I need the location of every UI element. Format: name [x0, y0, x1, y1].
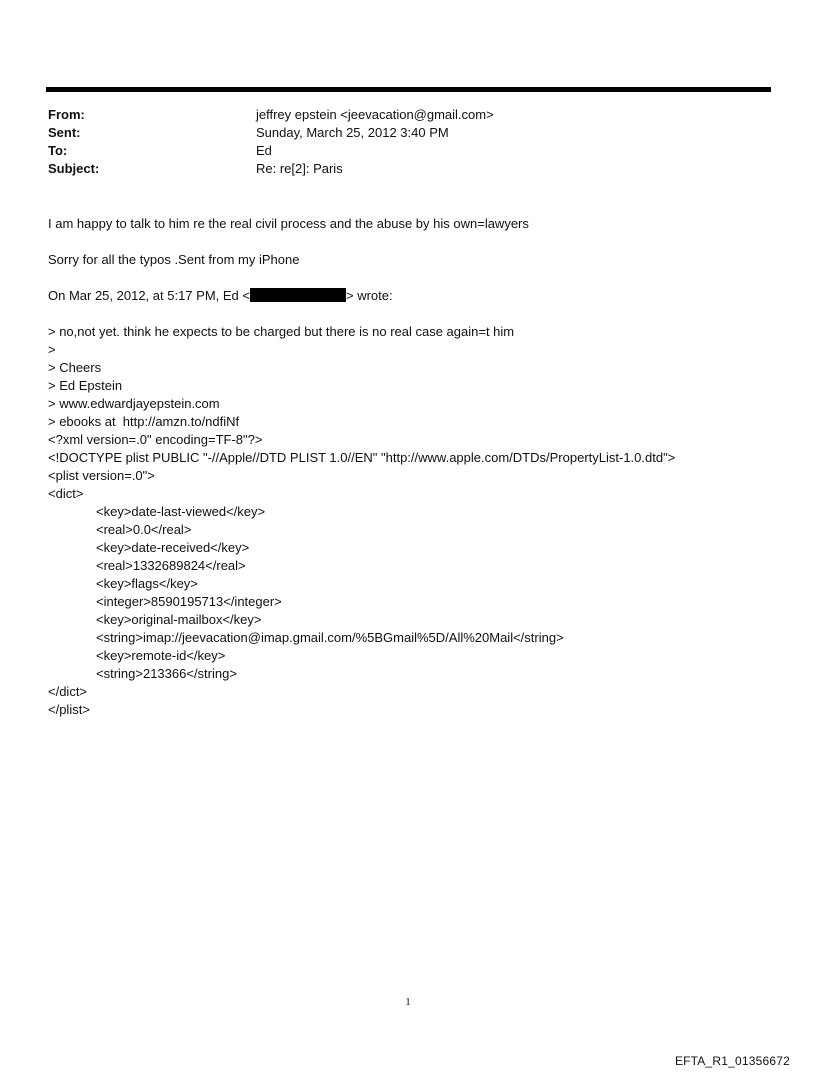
quoted-line: > ebooks at http://amzn.to/ndfiNf — [48, 414, 240, 429]
wrote-suffix: > wrote: — [345, 288, 393, 303]
page-number: 1 — [405, 996, 411, 1008]
plist-inner-line: <integer>8590195713</integer> — [96, 594, 282, 609]
to-row — [48, 142, 494, 160]
wrote-line — [48, 287, 768, 305]
from-value: jeffrey epstein <jeevacation@gmail.com> — [256, 107, 494, 122]
plist-inner-line: <string>imap://jeevacation@imap.gmail.com/%5BGmail%5D/All%20Mail</string> — [96, 630, 564, 645]
bates-number: EFTA_R1_01356672 — [674, 1054, 790, 1068]
plist-close-line: </plist> — [48, 702, 90, 717]
plist-line: <plist version=.0"> — [48, 468, 155, 483]
plist-line: <?xml version=.0" encoding=TF-8"?> — [48, 432, 263, 447]
header-rule — [46, 87, 771, 92]
subject-label: Subject: — [48, 161, 100, 176]
plist-inner-line: <string>213366</string> — [96, 666, 237, 681]
plist-inner-line: <key>date-received</key> — [96, 540, 250, 555]
plist-inner-line: <key>original-mailbox</key> — [96, 612, 262, 627]
plist-inner-line: <real>0.0</real> — [96, 522, 192, 537]
subject-row — [48, 160, 494, 178]
plist-line: <dict> — [48, 486, 84, 501]
to-label: To: — [48, 143, 68, 158]
subject-value: Re: re[2]: Paris — [256, 161, 343, 176]
sent-row — [48, 124, 494, 142]
wrote-prefix: On Mar 25, 2012, at 5:17 PM, Ed < — [48, 288, 250, 303]
sent-value: Sunday, March 25, 2012 3:40 PM — [256, 125, 449, 140]
quoted-line: > www.edwardjayepstein.com — [48, 396, 220, 411]
plist-inner-line: <key>remote-id</key> — [96, 648, 226, 663]
quoted-line: > no,not yet. think he expects to be charged but there is no real case again=t him — [48, 324, 515, 339]
sent-label: Sent: — [48, 125, 81, 140]
plist-inner-line: <real>1332689824</real> — [96, 558, 246, 573]
redaction-box — [250, 288, 346, 302]
quoted-line: > Ed Epstein — [48, 378, 123, 393]
plist-inner-line: <key>date-last-viewed</key> — [96, 504, 266, 519]
plist-close-line: </dict> — [48, 684, 88, 699]
plist-inner-line: <key>flags</key> — [96, 576, 198, 591]
quoted-line: > — [48, 342, 56, 357]
quoted-line: > Cheers — [48, 360, 102, 375]
email-header — [48, 106, 494, 178]
email-body — [48, 215, 768, 719]
from-label: From: — [48, 107, 85, 122]
to-value: Ed — [256, 143, 272, 158]
body-line-2: Sorry for all the typos .Sent from my iPhone — [48, 252, 300, 267]
plist-line: <!DOCTYPE plist PUBLIC "-//Apple//DTD PLIST 1.0//EN" "http://www.apple.com/DTDs/PropertyList-1.0.dtd"> — [48, 450, 676, 465]
from-row — [48, 106, 494, 124]
body-line-1: I am happy to talk to him re the real civil process and the abuse by his own=lawyers — [48, 216, 529, 231]
